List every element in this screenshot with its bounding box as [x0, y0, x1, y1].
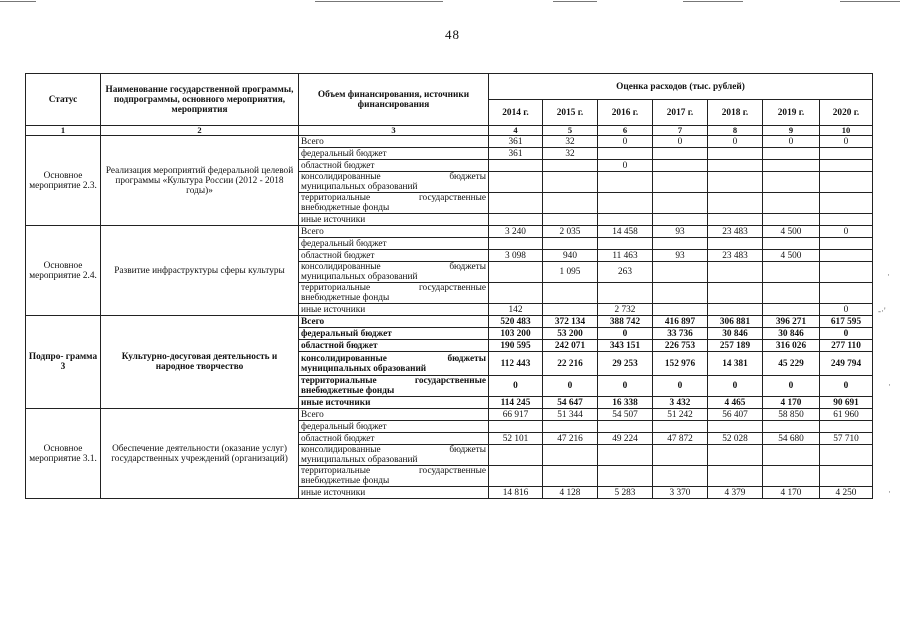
value-cell: [763, 304, 820, 316]
value-cell: [708, 193, 763, 214]
value-cell: [543, 421, 598, 433]
value-cell: [543, 160, 598, 172]
value-cell: 520 483: [489, 316, 543, 328]
value-cell: [653, 421, 708, 433]
row-funding-source: [299, 466, 489, 487]
column-number: 3: [299, 126, 489, 136]
row-funding-source: [299, 262, 489, 283]
value-cell: [763, 172, 820, 193]
value-cell: 112 443: [489, 352, 543, 376]
value-cell: [598, 214, 653, 226]
row-status: Основное мероприятие 2.3.: [26, 136, 101, 226]
value-cell: [489, 214, 543, 226]
row-status: Подпро- грамма 3: [26, 316, 101, 409]
value-cell: [820, 148, 873, 160]
value-cell: 277 110: [820, 340, 873, 352]
value-cell: [708, 445, 763, 466]
row-funding-source: [299, 352, 489, 376]
value-cell: [820, 238, 873, 250]
value-cell: 5 283: [598, 487, 653, 499]
header-year: 2019 г.: [763, 100, 820, 126]
value-cell: [763, 214, 820, 226]
value-cell: 190 595: [489, 340, 543, 352]
value-cell: [489, 160, 543, 172]
budget-table: [25, 73, 873, 499]
value-cell: [598, 238, 653, 250]
value-cell: [598, 445, 653, 466]
row-measure-name: Реализация мероприятий федеральной целевой программы «Культура России (2012 - 2018 годы)»: [101, 136, 299, 226]
column-number: 9: [763, 126, 820, 136]
value-cell: [489, 421, 543, 433]
value-cell: [763, 262, 820, 283]
column-number: 1: [26, 126, 101, 136]
value-cell: [489, 262, 543, 283]
column-number: 8: [708, 126, 763, 136]
value-cell: 45 229: [763, 352, 820, 376]
value-cell: [708, 304, 763, 316]
table-row: [26, 316, 873, 328]
row-funding-source: [299, 193, 489, 214]
value-cell: [763, 238, 820, 250]
funding-source-line: муниципальных образований: [301, 363, 427, 374]
row-funding-source: Всего: [299, 409, 489, 421]
value-cell: [598, 283, 653, 304]
value-cell: 54 507: [598, 409, 653, 421]
value-cell: 14 458: [598, 226, 653, 238]
value-cell: 0: [708, 376, 763, 397]
value-cell: 58 850: [763, 409, 820, 421]
value-cell: 0: [653, 136, 708, 148]
funding-source-line: муниципальных образований: [301, 182, 418, 192]
funding-source-line: консолидированные бюджеты: [301, 262, 486, 272]
value-cell: 226 753: [653, 340, 708, 352]
value-cell: 0: [708, 136, 763, 148]
value-cell: [820, 445, 873, 466]
row-funding-source: федеральный бюджет: [299, 238, 489, 250]
value-cell: 257 189: [708, 340, 763, 352]
value-cell: 16 338: [598, 397, 653, 409]
value-cell: 617 595: [820, 316, 873, 328]
value-cell: [489, 172, 543, 193]
value-cell: [598, 466, 653, 487]
value-cell: 0: [489, 376, 543, 397]
value-cell: 30 846: [763, 328, 820, 340]
row-funding-source: федеральный бюджет: [299, 328, 489, 340]
value-cell: 93: [653, 250, 708, 262]
funding-source-line: территориальные государственные: [301, 376, 486, 386]
value-cell: [763, 148, 820, 160]
value-cell: 47 216: [543, 433, 598, 445]
value-cell: [820, 466, 873, 487]
value-cell: 61 960: [820, 409, 873, 421]
value-cell: 51 242: [653, 409, 708, 421]
row-measure-name: Обеспечение деятельности (оказание услуг) государственных учреждений (организаций): [101, 409, 299, 499]
value-cell: [653, 214, 708, 226]
header-row-1: [26, 74, 873, 100]
scan-top-edge: [0, 0, 905, 4]
row-funding-source: иные источники: [299, 487, 489, 499]
value-cell: 416 897: [653, 316, 708, 328]
value-cell: 23 483: [708, 226, 763, 238]
column-number: 7: [653, 126, 708, 136]
column-number: 4: [489, 126, 543, 136]
value-cell: [653, 193, 708, 214]
row-funding-source: [299, 376, 489, 397]
value-cell: 4 128: [543, 487, 598, 499]
column-number: 5: [543, 126, 598, 136]
value-cell: [543, 466, 598, 487]
value-cell: 56 407: [708, 409, 763, 421]
value-cell: 32: [543, 148, 598, 160]
row-funding-source: областной бюджет: [299, 433, 489, 445]
row-measure-name: Культурно-досуговая деятельность и народное творчество: [101, 316, 299, 409]
scan-mark: ·: [888, 380, 891, 390]
value-cell: [543, 283, 598, 304]
value-cell: [820, 283, 873, 304]
value-cell: [763, 160, 820, 172]
funding-source-line: консолидированные бюджеты: [301, 353, 486, 364]
value-cell: [820, 214, 873, 226]
value-cell: [708, 238, 763, 250]
row-funding-source: Всего: [299, 226, 489, 238]
header-year: 2014 г.: [489, 100, 543, 126]
value-cell: [820, 160, 873, 172]
funding-source-line: территориальные государственные: [301, 193, 486, 203]
value-cell: 4 379: [708, 487, 763, 499]
value-cell: 23 483: [708, 250, 763, 262]
row-funding-source: [299, 172, 489, 193]
value-cell: 940: [543, 250, 598, 262]
value-cell: 49 224: [598, 433, 653, 445]
value-cell: 0: [820, 226, 873, 238]
value-cell: 263: [598, 262, 653, 283]
value-cell: 0: [598, 160, 653, 172]
value-cell: 343 151: [598, 340, 653, 352]
value-cell: [820, 172, 873, 193]
value-cell: 3 240: [489, 226, 543, 238]
value-cell: 54 680: [763, 433, 820, 445]
value-cell: 0: [598, 376, 653, 397]
row-funding-source: иные источники: [299, 214, 489, 226]
value-cell: [708, 148, 763, 160]
funding-source-line: муниципальных образований: [301, 272, 418, 282]
row-funding-source: федеральный бюджет: [299, 148, 489, 160]
header-year: 2015 г.: [543, 100, 598, 126]
value-cell: [708, 283, 763, 304]
budget-table-body: [26, 136, 873, 499]
value-cell: 66 917: [489, 409, 543, 421]
value-cell: 29 253: [598, 352, 653, 376]
value-cell: 242 071: [543, 340, 598, 352]
value-cell: 53 200: [543, 328, 598, 340]
value-cell: 361: [489, 148, 543, 160]
funding-source-line: внебюджетные фонды: [301, 386, 395, 396]
value-cell: 90 691: [820, 397, 873, 409]
value-cell: 114 245: [489, 397, 543, 409]
value-cell: 3 098: [489, 250, 543, 262]
row-funding-source: областной бюджет: [299, 250, 489, 262]
value-cell: [763, 466, 820, 487]
value-cell: 33 736: [653, 328, 708, 340]
value-cell: 0: [820, 136, 873, 148]
value-cell: [653, 466, 708, 487]
header-row-column-numbers: [26, 126, 873, 136]
value-cell: 396 271: [763, 316, 820, 328]
value-cell: 0: [820, 328, 873, 340]
funding-source-line: внебюджетные фонды: [301, 476, 390, 486]
value-cell: 0: [820, 376, 873, 397]
header-year: 2016 г.: [598, 100, 653, 126]
value-cell: 316 026: [763, 340, 820, 352]
value-cell: [489, 466, 543, 487]
value-cell: [489, 193, 543, 214]
value-cell: 3 370: [653, 487, 708, 499]
value-cell: 52 101: [489, 433, 543, 445]
value-cell: 4 250: [820, 487, 873, 499]
value-cell: 0: [820, 304, 873, 316]
value-cell: [820, 193, 873, 214]
value-cell: 4 500: [763, 226, 820, 238]
value-cell: 142: [489, 304, 543, 316]
header-status: Статус: [26, 74, 101, 126]
value-cell: [543, 172, 598, 193]
value-cell: 103 200: [489, 328, 543, 340]
scan-mark: ·: [887, 270, 890, 280]
value-cell: [653, 445, 708, 466]
value-cell: 22 216: [543, 352, 598, 376]
value-cell: 14 816: [489, 487, 543, 499]
value-cell: [763, 421, 820, 433]
table-row: [26, 409, 873, 421]
value-cell: [489, 283, 543, 304]
value-cell: [653, 238, 708, 250]
value-cell: [708, 421, 763, 433]
value-cell: 0: [598, 136, 653, 148]
value-cell: 52 028: [708, 433, 763, 445]
value-cell: 2 732: [598, 304, 653, 316]
header-year: 2018 г.: [708, 100, 763, 126]
row-funding-source: иные источники: [299, 304, 489, 316]
value-cell: [763, 445, 820, 466]
value-cell: 4 465: [708, 397, 763, 409]
value-cell: [598, 172, 653, 193]
value-cell: 57 710: [820, 433, 873, 445]
value-cell: [653, 160, 708, 172]
value-cell: [653, 148, 708, 160]
value-cell: 0: [763, 376, 820, 397]
value-cell: 388 742: [598, 316, 653, 328]
value-cell: 14 381: [708, 352, 763, 376]
value-cell: 1 095: [543, 262, 598, 283]
row-funding-source: иные источники: [299, 397, 489, 409]
value-cell: [653, 283, 708, 304]
row-funding-source: федеральный бюджет: [299, 421, 489, 433]
value-cell: [708, 262, 763, 283]
value-cell: [653, 304, 708, 316]
funding-source-line: внебюджетные фонды: [301, 293, 390, 303]
value-cell: 4 500: [763, 250, 820, 262]
row-funding-source: Всего: [299, 136, 489, 148]
value-cell: [543, 445, 598, 466]
value-cell: [489, 238, 543, 250]
value-cell: 152 976: [653, 352, 708, 376]
value-cell: 11 463: [598, 250, 653, 262]
scan-mark: ·: [888, 487, 891, 497]
value-cell: 0: [598, 328, 653, 340]
value-cell: 54 647: [543, 397, 598, 409]
value-cell: [653, 172, 708, 193]
value-cell: 4 170: [763, 487, 820, 499]
funding-source-line: консолидированные бюджеты: [301, 445, 486, 455]
row-funding-source: областной бюджет: [299, 160, 489, 172]
value-cell: [543, 238, 598, 250]
row-status: Основное мероприятие 3.1.: [26, 409, 101, 499]
table-row: [26, 136, 873, 148]
value-cell: [543, 193, 598, 214]
header-source: Объем финансирования, источники финансирования: [299, 74, 489, 126]
funding-source-line: муниципальных образований: [301, 455, 418, 465]
value-cell: [708, 172, 763, 193]
value-cell: [708, 214, 763, 226]
value-cell: [543, 214, 598, 226]
column-number: 2: [101, 126, 299, 136]
value-cell: [489, 445, 543, 466]
value-cell: [708, 160, 763, 172]
value-cell: [708, 466, 763, 487]
funding-source-line: внебюджетные фонды: [301, 203, 390, 213]
value-cell: 372 134: [543, 316, 598, 328]
row-funding-source: Всего: [299, 316, 489, 328]
value-cell: 32: [543, 136, 598, 148]
value-cell: 0: [543, 376, 598, 397]
row-status: Основное мероприятие 2.4.: [26, 226, 101, 316]
value-cell: 51 344: [543, 409, 598, 421]
header-year: 2020 г.: [820, 100, 873, 126]
value-cell: [598, 148, 653, 160]
value-cell: 0: [763, 136, 820, 148]
row-measure-name: Развитие инфраструктуры сферы культуры: [101, 226, 299, 316]
value-cell: 4 170: [763, 397, 820, 409]
value-cell: 93: [653, 226, 708, 238]
value-cell: [598, 421, 653, 433]
header-name: Наименование государственной программы, подпрограммы, основного мероприятия, мероприятия: [101, 74, 299, 126]
page-number: 48: [445, 27, 460, 42]
value-cell: [820, 262, 873, 283]
scan-mark: -·': [878, 306, 886, 316]
row-funding-source: [299, 283, 489, 304]
value-cell: [820, 421, 873, 433]
value-cell: 249 794: [820, 352, 873, 376]
column-number: 10: [820, 126, 873, 136]
value-cell: 2 035: [543, 226, 598, 238]
value-cell: 30 846: [708, 328, 763, 340]
value-cell: 0: [653, 376, 708, 397]
value-cell: [598, 193, 653, 214]
row-funding-source: [299, 445, 489, 466]
value-cell: [763, 283, 820, 304]
value-cell: 306 881: [708, 316, 763, 328]
value-cell: 47 872: [653, 433, 708, 445]
funding-source-line: консолидированные бюджеты: [301, 172, 486, 182]
header-estimate: Оценка расходов (тыс. рублей): [489, 74, 873, 100]
value-cell: [820, 250, 873, 262]
table-row: [26, 226, 873, 238]
funding-source-line: территориальные государственные: [301, 283, 486, 293]
funding-source-line: территориальные государственные: [301, 466, 486, 476]
value-cell: [763, 193, 820, 214]
value-cell: 3 432: [653, 397, 708, 409]
value-cell: [653, 262, 708, 283]
value-cell: 361: [489, 136, 543, 148]
value-cell: [543, 304, 598, 316]
row-funding-source: областной бюджет: [299, 340, 489, 352]
column-number: 6: [598, 126, 653, 136]
header-year: 2017 г.: [653, 100, 708, 126]
